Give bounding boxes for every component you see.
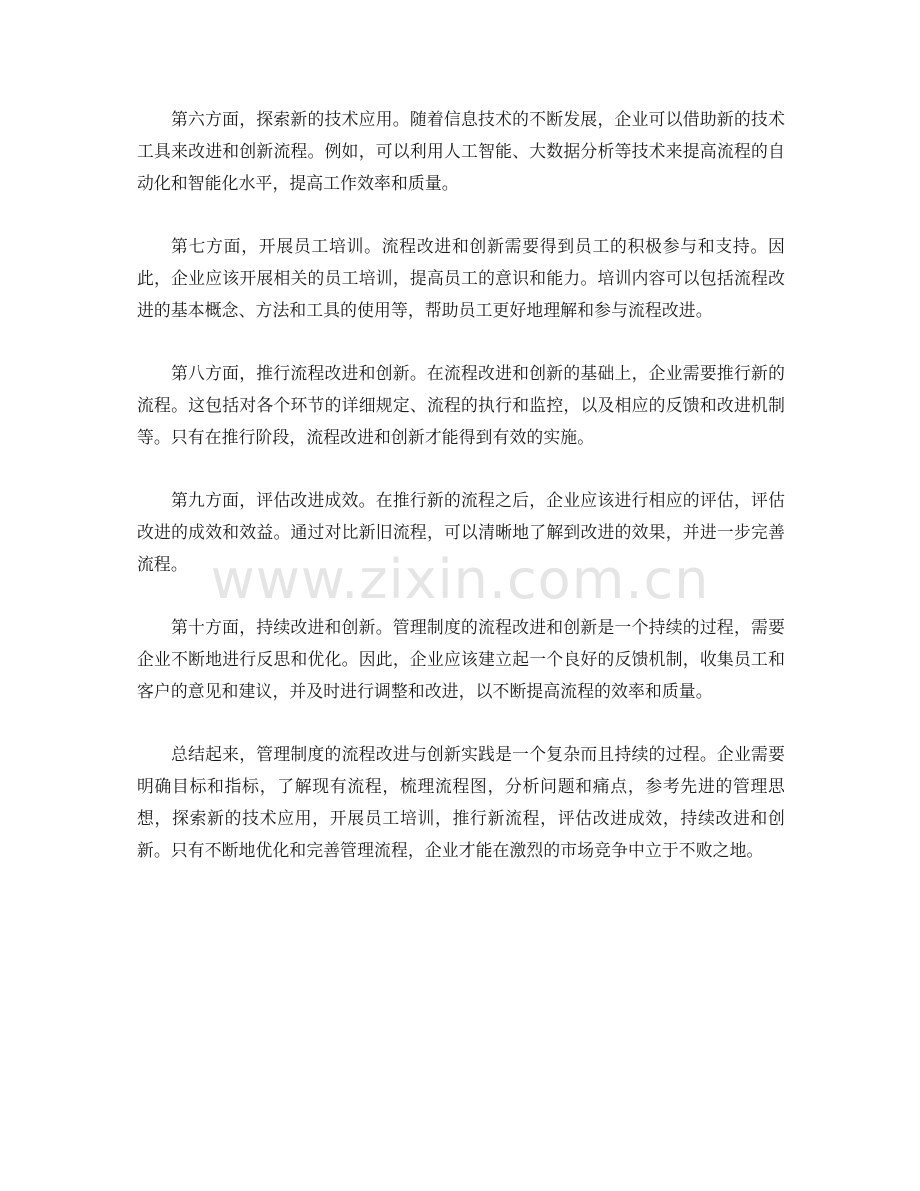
paragraph-10: 第十方面，持续改进和创新。管理制度的流程改进和创新是一个持续的过程，需要企业不断地进行反思和优化。因此，企业应该建立起一个良好的反馈机制，收集员工和客户的意见和建议，并及时进行调整和改进，以不断提高流程的效率和质量。 [137,617,785,701]
watermark: www.zixin.com.cn [210,548,710,611]
document-body [137,103,785,897]
paragraph-8: 第八方面，推行流程改进和创新。在流程改进和创新的基础上，企业需要推行新的流程。这包括对各个环节的详细规定、流程的执行和监控，以及相应的反馈和改进机制等。只有在推行阶段，流程改进和创新才能得到有效的实施。 [137,363,785,447]
paragraph-7: 第七方面，开展员工培训。流程改进和创新需要得到员工的积极参与和支持。因此，企业应该开展相关的员工培训，提高员工的意识和能力。培训内容可以包括流程改进的基本概念、方法和工具的使用等，帮助员工更好地理解和参与流程改进。 [137,236,785,320]
paragraph-summary: 总结起来，管理制度的流程改进与创新实践是一个复杂而且持续的过程。企业需要明确目标和指标，了解现有流程，梳理流程图，分析问题和痛点，参考先进的管理思想，探索新的技术应用，开展员工培训，推行新流程，评估改进成效，持续改进和创新。只有不断地优化和完善管理流程，企业才能在激烈的市场竞争中立于不败之地。 [137,744,785,860]
paragraph-9: 第九方面，评估改进成效。在推行新的流程之后，企业应该进行相应的评估，评估改进的成效和效益。通过对比新旧流程，可以清晰地了解到改进的效果，并进一步完善流程。 [137,490,785,574]
paragraph-6: 第六方面，探索新的技术应用。随着信息技术的不断发展，企业可以借助新的技术工具来改进和创新流程。例如，可以利用人工智能、大数据分析等技术来提高流程的自动化和智能化水平，提高工作效率和质量。 [137,109,785,193]
